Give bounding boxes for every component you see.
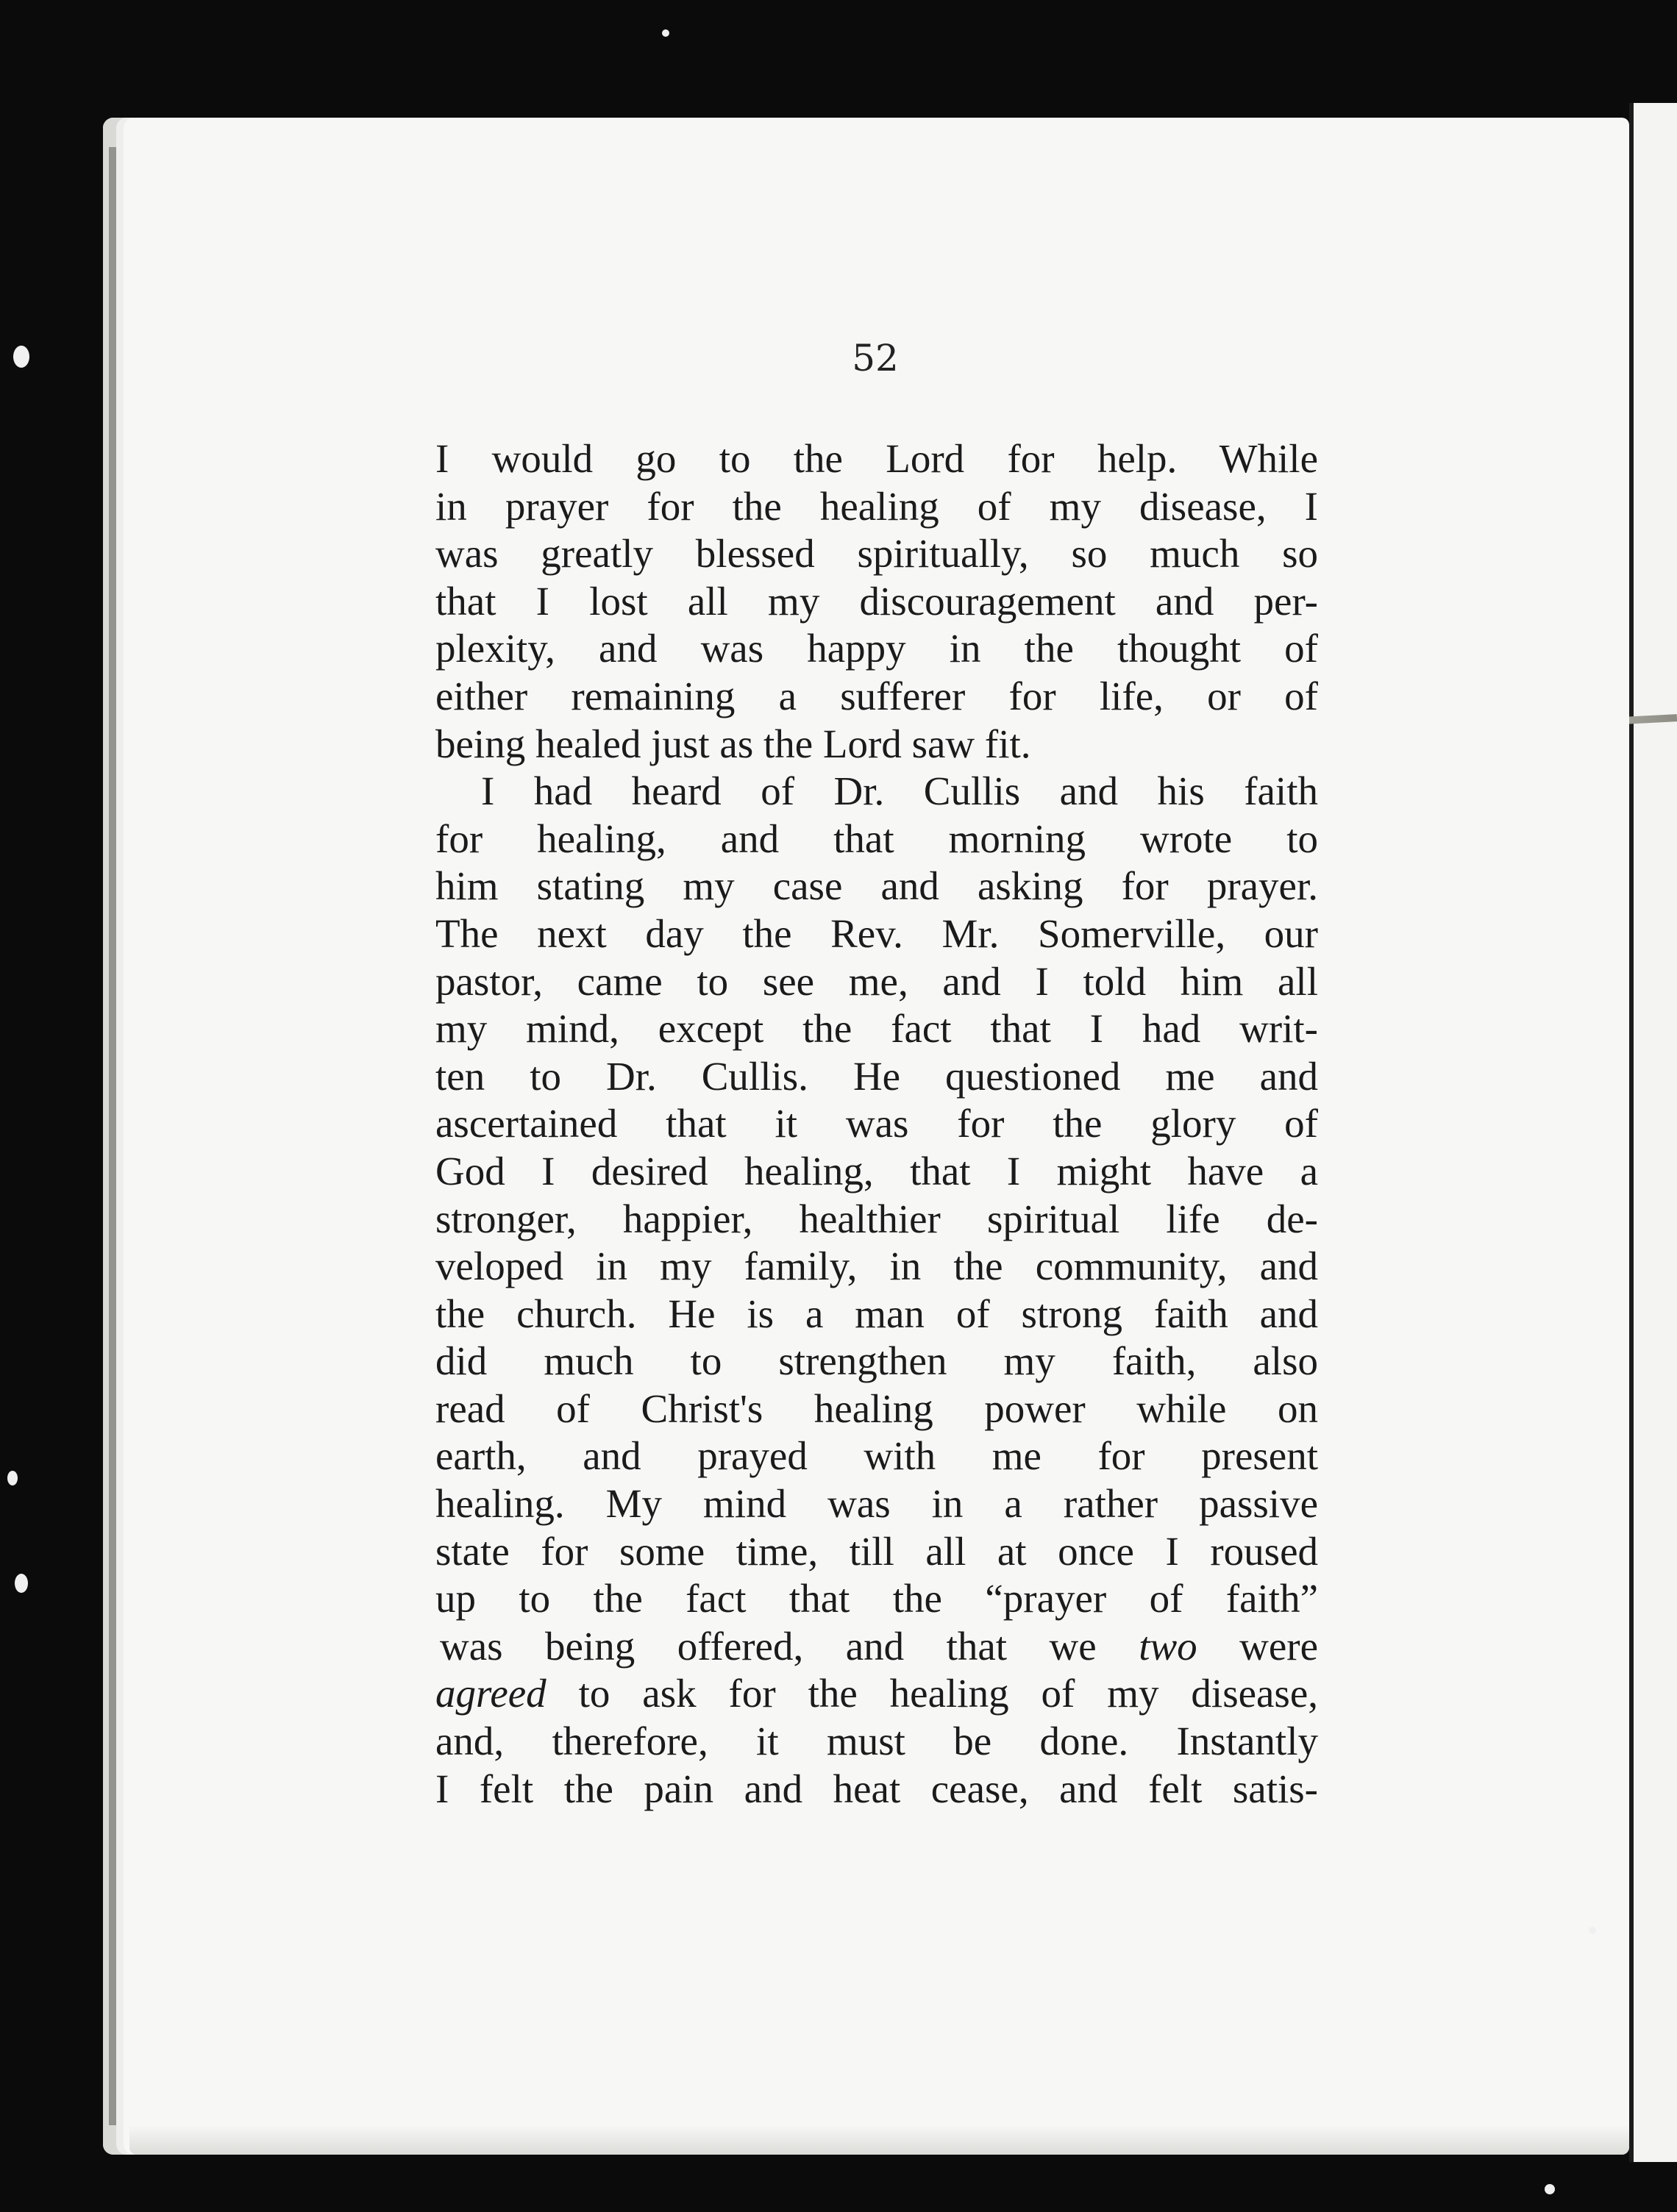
text-run: stronger, happier, healthier spiritual life de- — [435, 1196, 1318, 1241]
text-run: veloped in my family, in the community, and — [435, 1244, 1318, 1289]
text-run: I would go to the Lord for help. While — [435, 436, 1318, 481]
text-run: ascertained that it was for the glory of — [435, 1101, 1318, 1146]
text-run: up to the fact that the “prayer of faith” — [435, 1576, 1318, 1621]
text-line — [435, 1100, 1318, 1148]
text-run: pastor, came to see me, and I told him all — [435, 958, 1318, 1004]
text-line — [435, 1148, 1318, 1196]
dust-speck — [662, 29, 669, 37]
text-run: him stating my case and asking for prayer. — [435, 863, 1318, 909]
text-run: God I desired healing, that I might have a — [435, 1148, 1318, 1194]
text-run: plexity, and was happy in the thought of — [435, 626, 1318, 671]
text-run: I had heard of Dr. Cullis and his faith — [481, 768, 1318, 814]
text-line — [435, 1528, 1318, 1576]
text-line — [435, 1623, 1318, 1671]
dust-speck — [7, 1471, 18, 1485]
text-run: my mind, except the fact that I had writ- — [435, 1006, 1318, 1052]
text-run: either remaining a sufferer for life, or of — [435, 673, 1318, 718]
text-line — [435, 816, 1318, 863]
text-run: The next day the Rev. Mr. Somerville, our — [435, 910, 1318, 956]
text-line — [435, 673, 1318, 721]
text-run: was being offered, and that we — [440, 1623, 1139, 1669]
text-run: to ask for the healing of my disease, — [546, 1671, 1318, 1716]
text-run: that I lost all my discouragement and per- — [435, 578, 1318, 624]
text-line — [435, 721, 1318, 768]
text-line — [435, 1670, 1318, 1718]
text-line — [435, 1718, 1318, 1766]
text-line — [435, 1291, 1318, 1338]
text-line — [435, 1385, 1318, 1433]
text-line — [435, 1196, 1318, 1244]
dust-speck — [15, 1574, 28, 1593]
text-line — [435, 530, 1318, 578]
adjacent-page-edge — [1629, 103, 1677, 2162]
text-run: ten to Dr. Cullis. He questioned me and — [435, 1053, 1318, 1099]
page-number: 52 — [852, 337, 899, 379]
text-line — [435, 435, 1318, 483]
text-run: in prayer for the healing of my disease, I — [435, 483, 1318, 529]
text-line — [435, 1575, 1318, 1623]
text-line — [435, 910, 1318, 958]
text-run: did much to strengthen my faith, also — [435, 1338, 1318, 1384]
text-run: state for some time, till all at once I roused — [435, 1528, 1318, 1574]
dust-speck — [1589, 1927, 1596, 1934]
text-run: earth, and prayed with me for present — [435, 1433, 1318, 1479]
text-line — [435, 1480, 1318, 1528]
text-run: the church. He is a man of strong faith and — [435, 1291, 1318, 1336]
text-line — [435, 625, 1318, 673]
text-line — [435, 958, 1318, 1006]
text-run: and, therefore, it must be done. Instantly — [435, 1719, 1318, 1764]
text-line — [435, 483, 1318, 531]
text-line — [435, 1766, 1318, 1813]
text-line — [435, 863, 1318, 910]
italic-text: agreed — [435, 1671, 546, 1716]
text-line — [435, 1005, 1318, 1053]
text-line — [435, 768, 1318, 816]
text-line — [435, 1338, 1318, 1385]
text-line — [435, 578, 1318, 626]
text-run: being healed just as the Lord saw fit. — [435, 721, 1031, 766]
text-run: for healing, and that morning wrote to — [435, 816, 1318, 861]
text-line — [435, 1243, 1318, 1291]
text-line — [435, 1053, 1318, 1101]
text-run: was greatly blessed spiritually, so much so — [435, 531, 1318, 577]
dust-speck — [13, 346, 29, 368]
text-line — [435, 1433, 1318, 1480]
italic-text: two — [1139, 1623, 1197, 1669]
body-text — [435, 435, 1318, 1813]
text-run: I felt the pain and heat cease, and felt satis- — [435, 1766, 1318, 1811]
text-run: read of Christ's healing power while on — [435, 1385, 1318, 1431]
dust-speck — [1545, 2184, 1555, 2194]
text-run: healing. My mind was in a rather passive — [435, 1481, 1318, 1527]
text-run: were — [1197, 1623, 1318, 1669]
